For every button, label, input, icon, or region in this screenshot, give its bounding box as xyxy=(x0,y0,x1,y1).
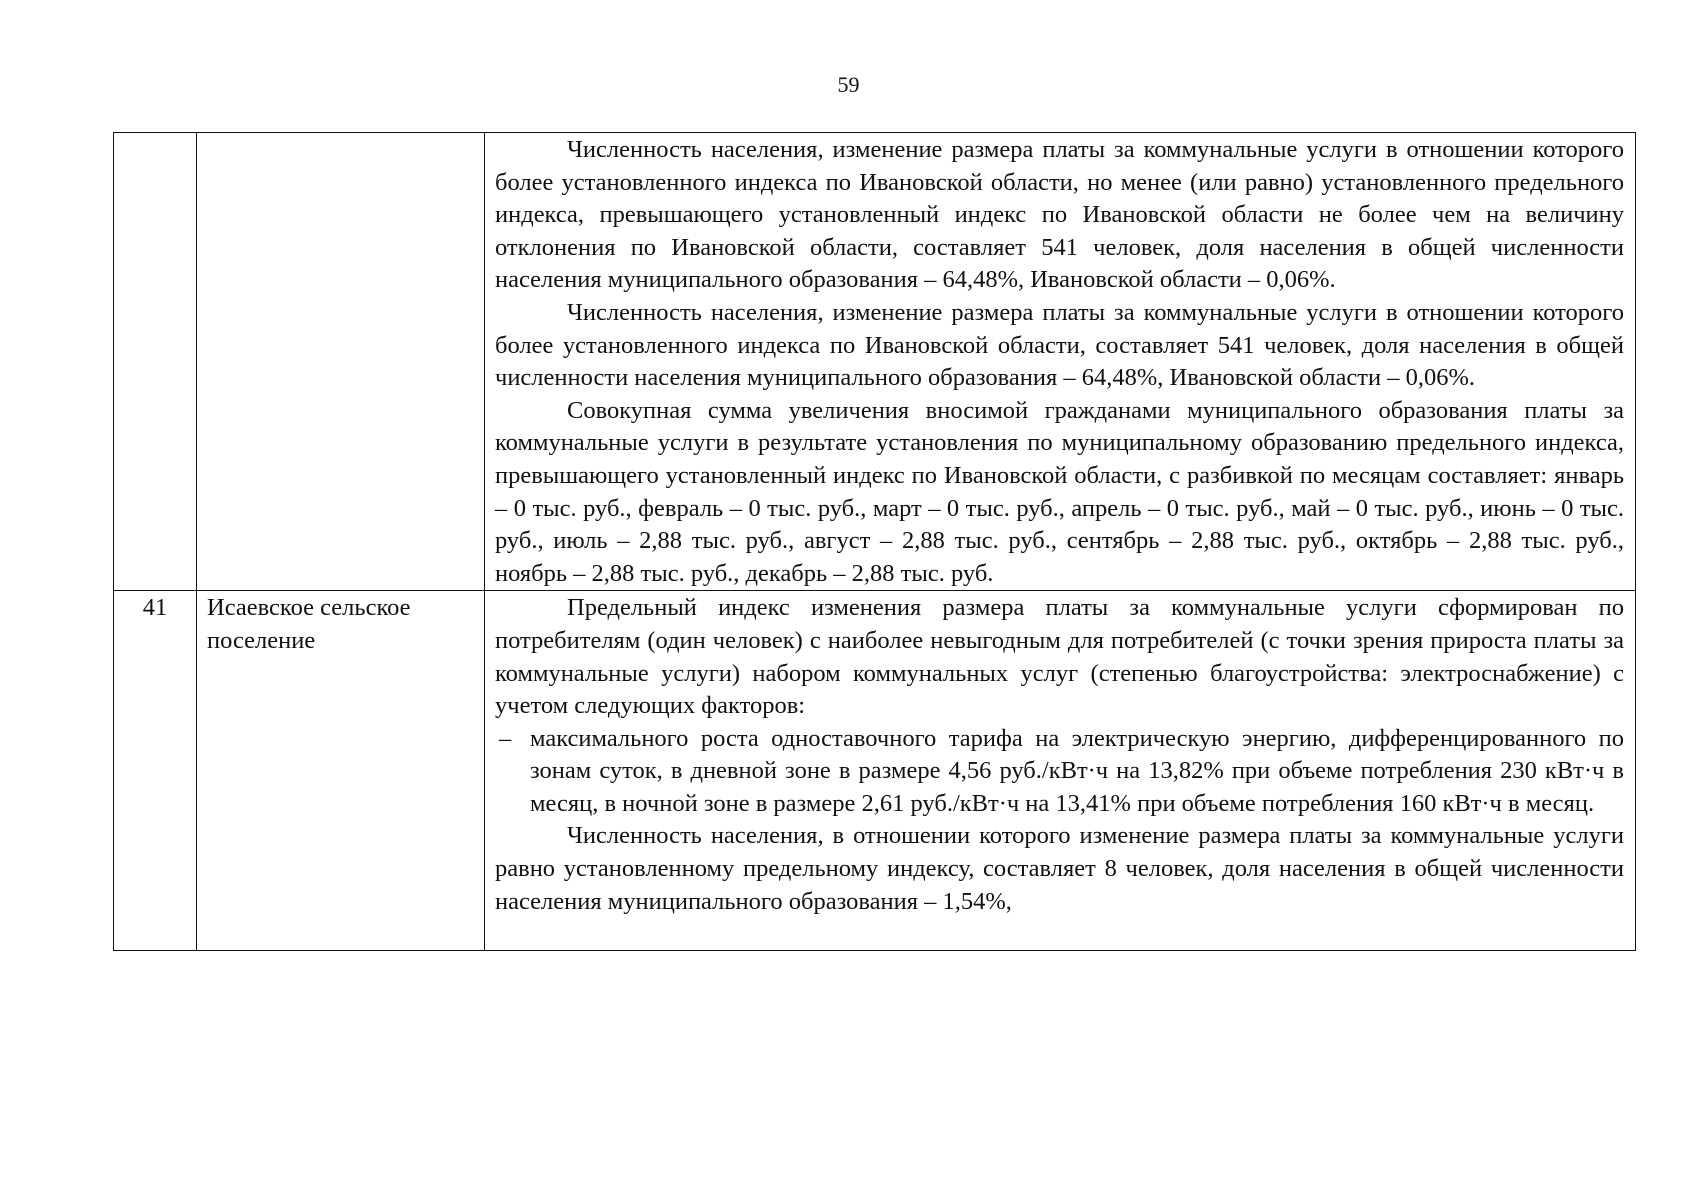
indicator-table xyxy=(113,132,1636,951)
tariff-factor-text: максимального роста одноставочного тарифа на электрическую энергию, дифференцированного по зонам суток, в дневной зоне в размере 4,56 руб./кВт·ч на 13,82% при объеме потребления 230 кВт·ч в месяц, в ночной зоне в размере 2,61 руб./кВт·ч на 13,41% при объеме потребления 160 кВт·ч в месяц. xyxy=(530,724,1624,817)
description-content xyxy=(495,592,1624,950)
row-number-cell xyxy=(114,133,197,591)
table-row xyxy=(114,591,1636,951)
population-share-paragraph: Численность населения, изменение размера платы за коммунальные услуги в отношении которого более установленного индекса по Ивановской области, но менее (или равно) установленного предельного индекса, превышающего установленный индекс по Ивановской области не более чем на величину отклонения по Ивановской области, составляет 541 человек, доля населения в общей численности населения муниципального образования – 64,48%, Ивановской области – 0,06%. xyxy=(495,136,1624,294)
monthly-increase-paragraph: Совокупная сумма увеличения вносимой гражданами муниципального образования платы за коммунальные услуги в результате установления по муниципальному образованию предельного индекса, превышающего установленный индекс по Ивановской области, с разбивкой по месяцам составляет: январь – 0 тыс. руб., февраль – 0 тыс. руб., март – 0 тыс. руб., апрель – 0 тыс. руб., май – 0 тыс. руб., июнь – 0 тыс. руб., июль – 2,88 тыс. руб., август – 2,88 тыс. руб., сентябрь – 2,88 тыс. руб., октябрь – 2,88 тыс. руб., ноябрь – 2,88 тыс. руб., декабрь – 2,88 тыс. руб. xyxy=(495,396,1624,587)
page-number: 59 xyxy=(837,72,860,97)
population-above-index-paragraph: Численность населения, изменение размера платы за коммунальные услуги в отношении которого более установленного индекса по Ивановской области, составляет 541 человек, доля населения в общей численности населения муниципального образования – 64,48%, Ивановской области – 0,06%. xyxy=(495,298,1624,392)
municipality-name-cell: Исаевское сельское поселение xyxy=(197,591,485,951)
index-formation-paragraph: Предельный индекс изменения размера платы за коммунальные услуги сформирован по потребителям (один человек) с наиболее невыгодным для потребителей (с точки зрения прироста платы за коммунальные услуги) набором коммунальных услуг (степенью благоустройства: электроснабжение) с учетом следующих факторов: xyxy=(495,594,1624,720)
row-number-cell: 41 xyxy=(114,591,197,951)
table-row xyxy=(114,133,1636,591)
description-cell xyxy=(485,591,1636,951)
municipality-name-cell xyxy=(197,133,485,591)
description-cell xyxy=(485,133,1636,591)
dash-bullet: – xyxy=(499,724,512,752)
population-equal-index-paragraph: Численность населения, в отношении которого изменение размера платы за коммунальные услуги равно установленному предельному индексу, составляет 8 человек, доля населения в общей численности населения муниципального образования – 1,54%, xyxy=(495,822,1624,915)
tariff-factor-list-item xyxy=(495,723,1624,821)
